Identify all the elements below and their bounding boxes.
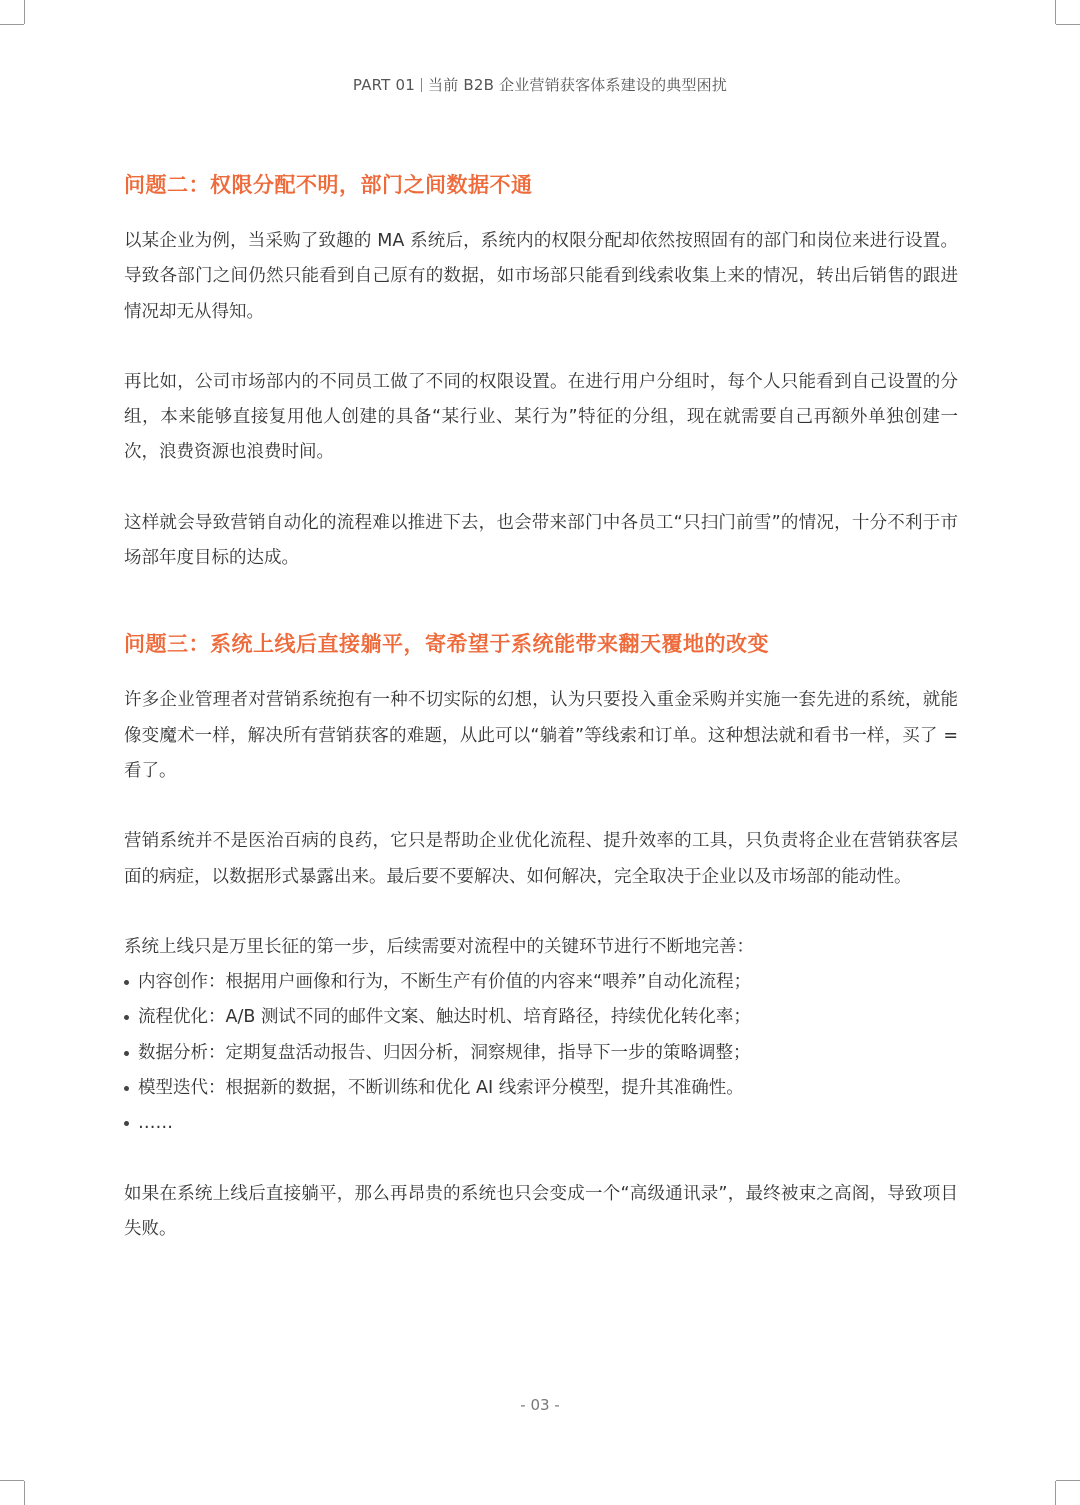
bullet-icon <box>124 1086 129 1091</box>
header-title: 当前 B2B 企业营销获客体系建设的典型困扰 <box>428 76 728 94</box>
crop-mark-bottom-right-v <box>1055 1481 1056 1505</box>
header-separator <box>421 78 422 92</box>
section-title-problem-3: 问题三：系统上线后直接躺平，寄希望于系统能带来翻天覆地的改变 <box>124 632 769 657</box>
list-item: 流程优化：A/B 测试不同的邮件文案、触达时机、培育路径，持续优化转化率； <box>124 1000 958 1035</box>
paragraph: 以某企业为例，当采购了致趣的 MA 系统后，系统内的权限分配却依然按照固有的部门和岗位来进行设置。导致各部门之间仍然只能看到自己原有的数据，如市场部只能看到线索收集上来的情况，转出后销售的跟进情况却无从得知。 <box>124 231 958 322</box>
list-item: 内容创作：根据用户画像和行为，不断生产有价值的内容来“喂养”自动化流程； <box>124 965 958 1000</box>
crop-mark-bottom-right-h <box>1056 1480 1080 1481</box>
bullet-icon <box>124 1015 129 1020</box>
header-part-label: PART 01 <box>352 76 416 94</box>
list-item: …… <box>124 1106 958 1141</box>
paragraph: 这样就会导致营销自动化的流程难以推进下去，也会带来部门中各员工“只扫门前雪”的情况，十分不利于市场部年度目标的达成。 <box>124 512 958 569</box>
closing-paragraph: 如果在系统上线后直接躺平，那么再昂贵的系统也只会变成一个“高级通讯录”，最终被束之高阁，导致项目失败。 <box>124 1183 958 1239</box>
crop-mark-bottom-left-h <box>0 1480 24 1481</box>
crop-mark-top-right-h <box>1056 24 1080 25</box>
section-title-problem-2: 问题二：权限分配不明，部门之间数据不通 <box>124 173 533 197</box>
crop-mark-bottom-left-v <box>24 1481 25 1505</box>
list-item: 数据分析：定期复盘活动报告、归因分析，洞察规律，指导下一步的策略调整； <box>124 1036 958 1071</box>
page-number: - 03 - <box>520 1396 560 1414</box>
bullet-icon <box>124 980 129 985</box>
paragraph: 再比如，公司市场部内的不同员工做了不同的权限设置。在进行用户分组时，每个人只能看到自己设置的分组，本来能够直接复用他人创建的具备“某行业、某行为”特征的分组，现在就需要自己再额外单独创建一次，浪费资源也浪费时间。 <box>124 371 958 463</box>
paragraph: 许多企业管理者对营销系统抱有一种不切实际的幻想，认为只要投入重金采购并实施一套先进的系统，就能像变魔术一样，解决所有营销获客的难题，从此可以“躺着”等线索和订单。这种想法就和看书一样，买了 = 看了。 <box>124 690 958 781</box>
bullet-icon <box>124 1121 129 1126</box>
improvement-list <box>124 965 958 1141</box>
bullet-icon <box>124 1051 129 1056</box>
list-item: 模型迭代：根据新的数据，不断训练和优化 AI 线索评分模型，提升其准确性。 <box>124 1071 958 1106</box>
list-intro: 系统上线只是万里长征的第一步，后续需要对流程中的关键环节进行不断地完善： <box>124 936 754 957</box>
paragraph: 营销系统并不是医治百病的良药，它只是帮助企业优化流程、提升效率的工具，只负责将企业在营销获客层面的病症，以数据形式暴露出来。最后要不要解决、如何解决，完全取决于企业以及市场部的能动性。 <box>124 831 958 887</box>
running-header <box>0 74 1080 95</box>
page-content <box>124 168 958 1247</box>
crop-mark-top-left-h <box>0 24 24 25</box>
crop-mark-top-right-v <box>1055 0 1056 24</box>
crop-mark-top-left-v <box>24 0 25 24</box>
